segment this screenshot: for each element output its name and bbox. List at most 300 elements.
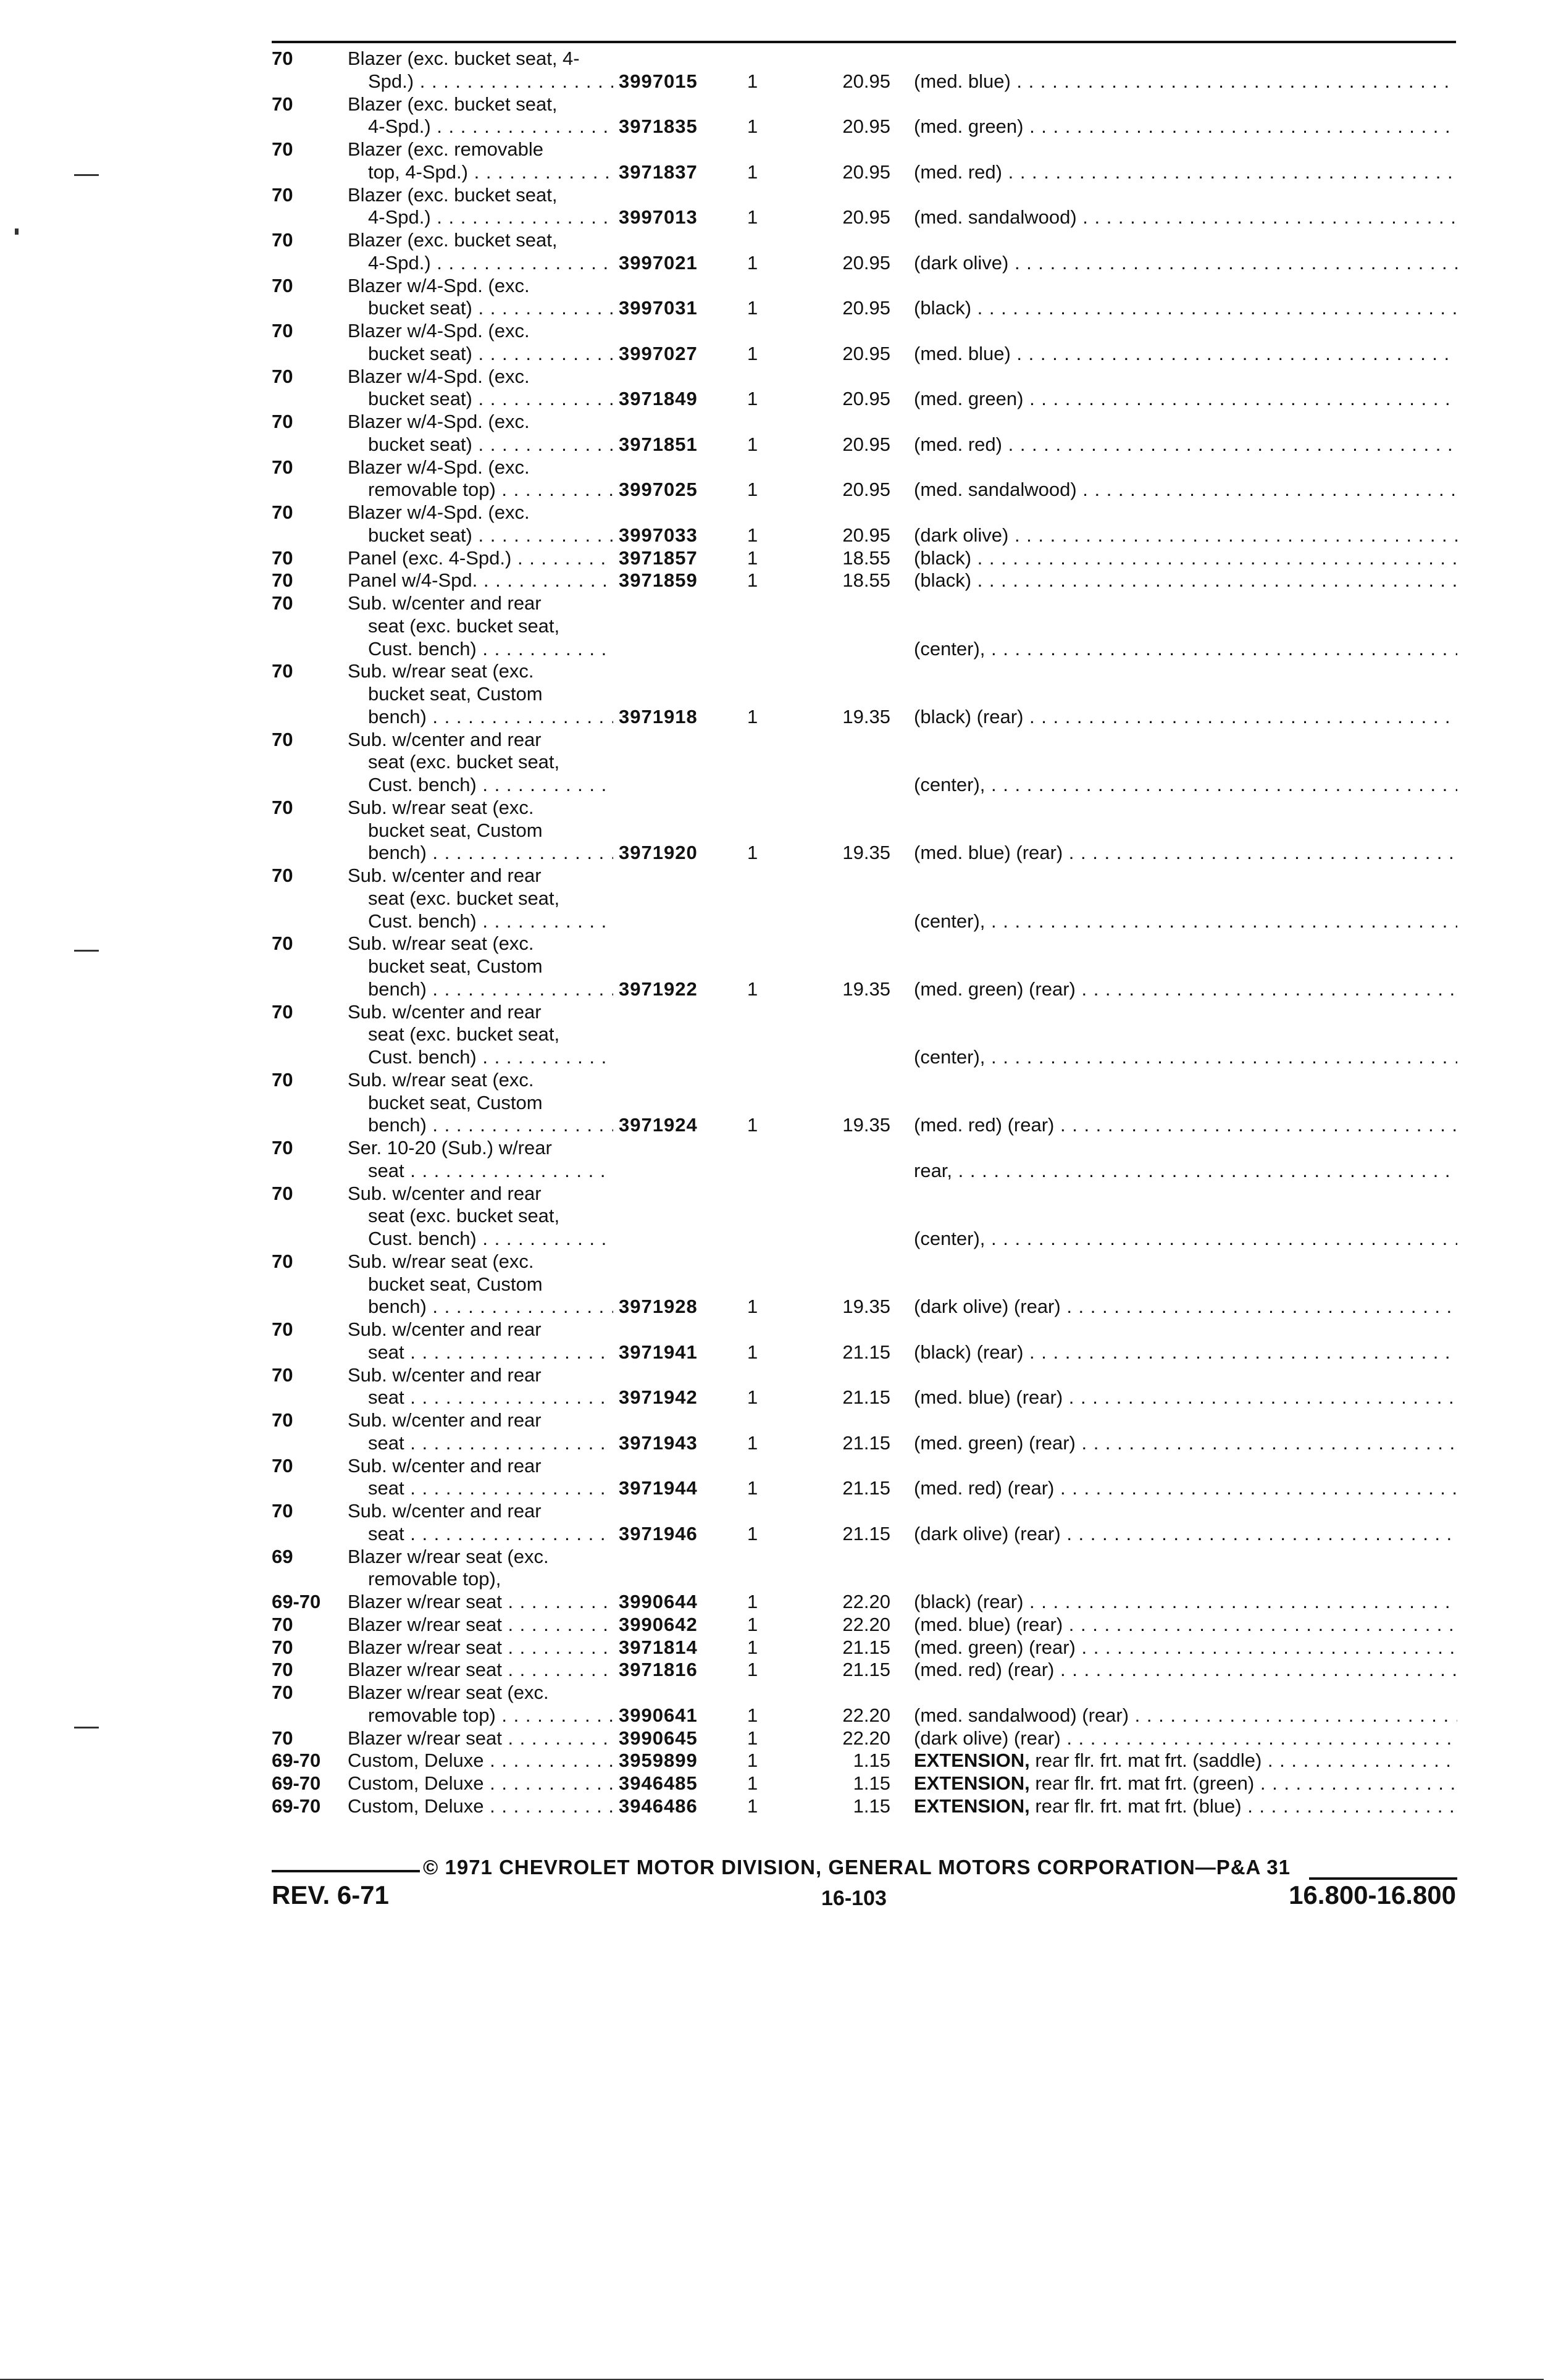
part-number: 3971944 (619, 1477, 698, 1499)
application-text: Panel w/4-Spd. . . . (348, 569, 613, 592)
application-text: Blazer w/rear seat (exc. (348, 1682, 549, 1703)
part-number: 3997031 (619, 297, 698, 319)
part-number: 3971922 (619, 978, 698, 1000)
model-year: 69-70 (272, 1591, 321, 1612)
quantity: 1 (747, 1386, 758, 1409)
application-text: removable top), (368, 1568, 501, 1590)
part-description (914, 569, 1457, 592)
application-text: Blazer w/4-Spd. (exc. (348, 501, 530, 523)
application-text: seat (exc. bucket seat, (368, 887, 560, 909)
application-text: seat . . . (368, 1431, 613, 1455)
row-line (0, 1409, 1561, 1432)
part-description (914, 841, 1457, 865)
part-number: 3971928 (619, 1296, 698, 1318)
row-line (0, 456, 1561, 479)
parts-row (0, 1182, 1561, 1250)
color-position: rear flr. frt. mat frt. (blue) (1035, 1795, 1242, 1817)
quantity: 1 (747, 1704, 758, 1726)
model-year: 70 (272, 501, 293, 523)
section-number: 16.800-16.800 (1289, 1880, 1456, 1909)
parts-row (0, 93, 1561, 138)
quantity: 1 (747, 1114, 758, 1136)
price: 22.20 (842, 1591, 890, 1612)
parts-row (0, 410, 1561, 456)
application-text: Blazer w/4-Spd. (exc. (348, 365, 530, 387)
model-year: 70 (272, 411, 293, 432)
part-name: EXTENSION, (914, 1772, 1030, 1794)
row-line (0, 1273, 1561, 1296)
color-position: (med. green) (rear) (914, 1636, 1076, 1658)
quantity: 1 (747, 479, 758, 501)
application-text: bench) . . . (368, 1295, 613, 1318)
part-description (914, 251, 1457, 275)
row-line (0, 138, 1561, 161)
application-text: Cust. bench) . . . (368, 1227, 613, 1251)
part-number: 3971943 (619, 1431, 698, 1454)
application-text: Blazer (exc. bucket seat, (348, 229, 558, 251)
color-position: (dark olive) (914, 524, 1009, 546)
application-text: Ser. 10-20 (Sub.) w/rear (348, 1137, 552, 1159)
row-line (0, 1364, 1561, 1387)
quantity: 1 (747, 1613, 758, 1635)
quantity: 1 (747, 524, 758, 546)
price: 19.35 (842, 842, 890, 864)
parts-row (0, 1499, 1561, 1545)
color-position: (center), (914, 774, 986, 795)
part-number: 3971814 (619, 1636, 698, 1658)
row-line (0, 1772, 1561, 1795)
row-line (0, 296, 1561, 320)
application-text: Blazer w/rear seat . . . (348, 1590, 613, 1614)
row-line (0, 1023, 1561, 1046)
model-year: 70 (272, 1409, 293, 1431)
color-position: (dark olive) (rear) (914, 1522, 1061, 1544)
price: 1.15 (853, 1749, 890, 1772)
part-description (914, 296, 1457, 320)
model-year: 70 (272, 1068, 293, 1091)
color-position: (center), (914, 1046, 986, 1068)
application-text: Spd.) . . . (368, 70, 613, 93)
parts-row (0, 365, 1561, 411)
row-line (0, 1567, 1561, 1591)
application-text: Cust. bench) . . . (368, 637, 613, 661)
row-line (0, 1250, 1561, 1273)
price: 19.35 (842, 705, 890, 727)
price: 18.55 (842, 569, 890, 592)
part-description (914, 1431, 1457, 1455)
parts-row (0, 319, 1561, 365)
model-year: 70 (272, 1613, 293, 1635)
model-year: 70 (272, 547, 293, 569)
application-text: Sub. w/center and rear (348, 1000, 542, 1023)
parts-row (0, 547, 1561, 569)
parts-row (0, 1318, 1561, 1364)
part-name: EXTENSION, (914, 1795, 1030, 1817)
row-line (0, 796, 1561, 819)
part-description (914, 705, 1457, 729)
row-line (0, 1045, 1561, 1069)
row-line (0, 1613, 1561, 1636)
model-year: 70 (272, 183, 293, 206)
price: 20.95 (842, 479, 890, 501)
application-text: 4-Spd.) . . . (368, 206, 613, 229)
quantity: 1 (747, 1522, 758, 1544)
part-description (914, 637, 1457, 661)
quantity: 1 (747, 297, 758, 319)
price: 22.20 (842, 1727, 890, 1749)
model-year: 69 (272, 1545, 293, 1567)
price: 22.20 (842, 1704, 890, 1726)
color-position: rear flr. frt. mat frt. (saddle) (1035, 1749, 1262, 1772)
row-line (0, 1113, 1561, 1137)
application-text: Cust. bench) . . . (368, 773, 613, 797)
model-year: 70 (272, 274, 293, 296)
parts-row (0, 1136, 1561, 1182)
part-number: 3971946 (619, 1522, 698, 1544)
parts-row (0, 660, 1561, 727)
row-line (0, 1522, 1561, 1546)
parts-row (0, 1364, 1561, 1409)
row-line (0, 342, 1561, 366)
part-description (914, 1727, 1457, 1750)
color-position: (black) (rear) (914, 705, 1024, 727)
parts-row (0, 228, 1561, 274)
model-year: 70 (272, 592, 293, 614)
part-description (914, 70, 1457, 93)
application-text: bucket seat) . . . (368, 387, 613, 411)
row-line (0, 524, 1561, 547)
row-line (0, 569, 1561, 592)
part-description (914, 1749, 1457, 1772)
parts-row (0, 1749, 1561, 1772)
part-description (914, 1772, 1457, 1795)
model-year: 70 (272, 1000, 293, 1023)
row-line (0, 1795, 1561, 1818)
part-description (914, 1522, 1457, 1546)
application-text: Blazer w/rear seat . . . (348, 1658, 613, 1682)
price: 21.15 (842, 1659, 890, 1681)
part-number: 3971851 (619, 433, 698, 455)
part-description (914, 978, 1457, 1001)
row-line (0, 410, 1561, 434)
price: 20.95 (842, 388, 890, 410)
model-year: 70 (272, 796, 293, 818)
row-line (0, 478, 1561, 501)
row-line (0, 887, 1561, 910)
application-text: 4-Spd.) . . . (368, 251, 613, 275)
row-line (0, 932, 1561, 955)
model-year: 70 (272, 229, 293, 251)
part-description (914, 1113, 1457, 1137)
part-number: 3971859 (619, 569, 698, 592)
application-text: seat . . . (368, 1341, 613, 1364)
row-line (0, 728, 1561, 752)
row-line (0, 841, 1561, 865)
row-line (0, 978, 1561, 1001)
model-year: 70 (272, 932, 293, 955)
part-number: 3971849 (619, 388, 698, 410)
parts-row (0, 1658, 1561, 1681)
row-line (0, 705, 1561, 729)
parts-row (0, 1795, 1561, 1817)
quantity: 1 (747, 1727, 758, 1749)
part-number: 3997015 (619, 70, 698, 92)
row-line (0, 660, 1561, 683)
model-year: 70 (272, 48, 293, 69)
quantity: 1 (747, 388, 758, 410)
quantity: 1 (747, 206, 758, 228)
part-number: 3946485 (619, 1772, 698, 1794)
model-year: 70 (272, 93, 293, 115)
row-line (0, 387, 1561, 411)
parts-row (0, 501, 1561, 547)
part-number: 3997027 (619, 342, 698, 364)
quantity: 1 (747, 1659, 758, 1681)
price: 20.95 (842, 297, 890, 319)
application-text: bench) . . . (368, 978, 613, 1001)
row-line (0, 910, 1561, 933)
row-line (0, 614, 1561, 638)
application-text: Sub. w/center and rear (348, 728, 542, 750)
model-year: 70 (272, 1250, 293, 1272)
row-line (0, 773, 1561, 797)
application-text: Sub. w/rear seat (exc. (348, 1068, 534, 1091)
application-text: seat . . . (368, 1522, 613, 1546)
row-line (0, 1204, 1561, 1228)
model-year: 70 (272, 1659, 293, 1681)
color-position: (black) (914, 297, 972, 319)
application-text: Sub. w/center and rear (348, 1454, 542, 1477)
row-line (0, 955, 1561, 978)
parts-row (0, 1613, 1561, 1636)
model-year: 70 (272, 1682, 293, 1703)
quantity: 1 (747, 1749, 758, 1772)
part-description (914, 910, 1457, 933)
color-position: rear flr. frt. mat frt. (green) (1035, 1772, 1255, 1794)
application-text: Sub. w/rear seat (exc. (348, 796, 534, 818)
parts-row (0, 1000, 1561, 1068)
revision-date: REV. 6-71 (272, 1880, 389, 1909)
row-line (0, 1182, 1561, 1205)
parts-row (0, 47, 1561, 93)
row-line (0, 1749, 1561, 1772)
application-text: Sub. w/center and rear (348, 1182, 542, 1204)
price: 21.15 (842, 1522, 890, 1544)
model-year: 70 (272, 1182, 293, 1204)
model-year: 70 (272, 660, 293, 682)
application-text: Blazer w/4-Spd. (exc. (348, 274, 530, 296)
application-text: bench) . . . (368, 1113, 613, 1137)
part-number: 3971837 (619, 161, 698, 183)
part-description (914, 1386, 1457, 1409)
application-text: Sub. w/center and rear (348, 592, 542, 614)
parts-row (0, 1681, 1561, 1727)
row-line (0, 365, 1561, 388)
price: 1.15 (853, 1795, 890, 1817)
model-year: 69-70 (272, 1795, 321, 1817)
parts-row (0, 569, 1561, 592)
row-line (0, 93, 1561, 116)
application-text: top, 4-Spd.) . . . (368, 161, 613, 184)
color-position: (dark olive) (rear) (914, 1296, 1061, 1318)
color-position: (dark olive) (rear) (914, 1727, 1061, 1749)
part-number: 3971857 (619, 547, 698, 569)
quantity: 1 (747, 705, 758, 727)
quantity: 1 (747, 1341, 758, 1363)
parts-row (0, 274, 1561, 320)
application-text: seat . . . (368, 1386, 613, 1409)
application-text: Blazer (exc. bucket seat, (348, 183, 558, 206)
part-description (914, 1795, 1457, 1818)
model-year: 70 (272, 728, 293, 750)
application-text: Blazer w/rear seat . . . (348, 1613, 613, 1636)
application-text: seat (exc. bucket seat, (368, 614, 560, 637)
part-number: 3971835 (619, 115, 698, 138)
part-name: EXTENSION, (914, 1749, 1030, 1772)
row-line (0, 115, 1561, 138)
price: 20.95 (842, 206, 890, 228)
application-text: bucket seat, Custom (368, 1091, 543, 1113)
parts-row (0, 138, 1561, 183)
application-text: Blazer (exc. bucket seat, 4- (348, 48, 580, 69)
part-description (914, 1613, 1457, 1636)
quantity: 1 (747, 978, 758, 1000)
quantity: 1 (747, 70, 758, 92)
price: 20.95 (842, 433, 890, 455)
part-description (914, 1636, 1457, 1659)
price: 21.15 (842, 1386, 890, 1409)
row-line (0, 1454, 1561, 1478)
quantity: 1 (747, 569, 758, 592)
part-description (914, 773, 1457, 797)
application-text: Blazer w/rear seat . . . (348, 1636, 613, 1659)
row-line (0, 1545, 1561, 1569)
application-text: Blazer w/4-Spd. (exc. (348, 456, 530, 478)
application-text: Sub. w/center and rear (348, 1500, 542, 1522)
parts-row (0, 1590, 1561, 1613)
row-line (0, 750, 1561, 774)
model-year: 70 (272, 865, 293, 886)
application-text: Cust. bench) . . . (368, 910, 613, 933)
row-line (0, 1431, 1561, 1455)
parts-row (0, 1772, 1561, 1795)
part-number: 3959899 (619, 1749, 698, 1772)
row-line (0, 864, 1561, 887)
part-number: 3971816 (619, 1659, 698, 1681)
part-description (914, 1590, 1457, 1614)
model-year: 70 (272, 1727, 293, 1749)
row-line (0, 1091, 1561, 1115)
application-text: Sub. w/center and rear (348, 1364, 542, 1386)
quantity: 1 (747, 1591, 758, 1612)
parts-row (0, 728, 1561, 796)
color-position: (med. green) (914, 388, 1024, 410)
part-description (914, 161, 1457, 184)
part-description (914, 547, 1457, 570)
application-text: Sub. w/center and rear (348, 865, 542, 886)
price: 18.55 (842, 547, 890, 569)
application-text: Sub. w/rear seat (exc. (348, 1250, 534, 1272)
copyright-notice: © 1971 CHEVROLET MOTOR DIVISION, GENERAL MOTORS CORPORATION—P&A 31 (423, 1856, 1291, 1879)
model-year: 70 (272, 456, 293, 478)
application-text: removable top) . . . (368, 478, 613, 501)
application-text: Custom, Deluxe . . . (348, 1795, 613, 1818)
part-description (914, 478, 1457, 501)
color-position: (black) (914, 569, 972, 592)
model-year: 69-70 (272, 1772, 321, 1794)
color-position: (med. red) (914, 433, 1002, 455)
row-line (0, 1136, 1561, 1160)
quantity: 1 (747, 1477, 758, 1499)
row-line (0, 1681, 1561, 1704)
row-line (0, 1227, 1561, 1251)
row-line (0, 637, 1561, 661)
part-description (914, 1477, 1457, 1500)
part-number: 3990641 (619, 1704, 698, 1726)
color-position: (med. blue) (rear) (914, 1613, 1063, 1635)
row-line (0, 1477, 1561, 1500)
color-position: (med. red) (rear) (914, 1659, 1055, 1681)
row-line (0, 161, 1561, 184)
part-description (914, 1227, 1457, 1251)
row-line (0, 1590, 1561, 1614)
model-year: 70 (272, 138, 293, 160)
row-line (0, 1658, 1561, 1682)
color-position: rear, (914, 1159, 953, 1181)
row-line (0, 251, 1561, 275)
color-position: (center), (914, 637, 986, 660)
price: 20.95 (842, 524, 890, 546)
quantity: 1 (747, 1431, 758, 1454)
application-text: Blazer w/4-Spd. (exc. (348, 411, 530, 432)
parts-row (0, 1727, 1561, 1749)
application-text: Sub. w/center and rear (348, 1409, 542, 1431)
application-text: 4-Spd.) . . . (368, 115, 613, 138)
model-year: 70 (272, 320, 293, 341)
parts-row (0, 183, 1561, 229)
application-text: seat . . . (368, 1159, 613, 1183)
application-text: bucket seat, Custom (368, 819, 543, 841)
row-line (0, 592, 1561, 615)
quantity: 1 (747, 342, 758, 364)
row-line (0, 682, 1561, 706)
part-description (914, 1045, 1457, 1069)
quantity: 1 (747, 115, 758, 138)
part-number: 3971924 (619, 1114, 698, 1136)
parts-row (0, 592, 1561, 660)
row-line (0, 47, 1561, 70)
part-number: 3997033 (619, 524, 698, 546)
quantity: 1 (747, 1795, 758, 1817)
parts-row (0, 1454, 1561, 1500)
model-year: 70 (272, 1137, 293, 1159)
application-text: removable top) . . . (368, 1704, 613, 1727)
application-text: seat (exc. bucket seat, (368, 1023, 560, 1045)
row-line (0, 70, 1561, 93)
parts-row (0, 932, 1561, 1000)
part-number: 3971942 (619, 1386, 698, 1409)
row-line (0, 183, 1561, 207)
application-text: bench) . . . (368, 841, 613, 865)
color-position: (med. red) (rear) (914, 1477, 1055, 1499)
application-text: bucket seat, Custom (368, 683, 543, 705)
application-text: Blazer w/4-Spd. (exc. (348, 320, 530, 341)
row-line (0, 319, 1561, 343)
color-position: (center), (914, 910, 986, 932)
row-line (0, 1727, 1561, 1750)
row-line (0, 1159, 1561, 1183)
price: 20.95 (842, 161, 890, 183)
